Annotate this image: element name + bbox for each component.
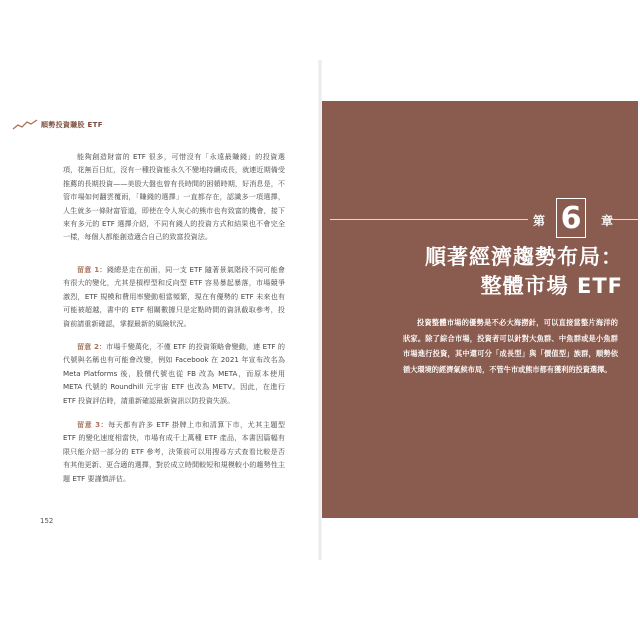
chapter-label-before: 第: [533, 214, 546, 228]
note-label: 留意 2：: [77, 342, 107, 351]
chapter-intro: [403, 315, 618, 377]
running-head-text: 順勢投資賺股 ETF: [41, 121, 103, 129]
chapter-panel: [322, 101, 638, 518]
note-3: [63, 418, 285, 485]
chapter-label-after: 章: [601, 214, 614, 228]
intro-paragraph: [63, 150, 285, 244]
paragraph-text: 能夠創造財富的 ETF 很多，可惜沒有「永遠最賺錢」的投資選項，花無百日紅，沒有一種投資能永久不變地持續成長，就連近期備受推薦的長期投資——美股大盤也曾有長時間的困頓時期，好消息是，不管市場如何翻雲覆雨，「賺錢的選擇」一直都存在，認識多一項選擇，人生就多一條財富管道，即使在令人灰心的熊市也有致富的機會，接下來有多元的 ETF 選擇介紹，不同有錢人的投資方式和結果也不會完全一樣，每個人都能創造適合自己的致富投資法。: [63, 152, 285, 242]
chapter-title-line2: 整體市場 ETF: [480, 274, 623, 298]
trend-line-icon: [12, 119, 38, 131]
note-text: 每天都有許多 ETF 掛牌上市和清算下市，尤其主題型 ETF 的變化速度相當快，市場有成千上萬種 ETF 產品，本書因篇幅有限只能介紹一部分的 ETF 參考，決策前可以用搜尋方式查看比較是否有其他更新、更合適的選擇，對於成立時間較短和規模較小的趨勢性主題 ETF 要謹慎評估。: [63, 420, 286, 483]
chapter-rule-right: [610, 219, 638, 220]
chapter-intro-text: 投資整體市場的優勢是不必大海撈針，可以直接當整片海洋的狀家。除了綜合市場，投資者可以針對大魚群、中魚群或是小魚群市場進行投資，其中還可分「成長型」與「價值型」族群，順勢依循大環境的經濟氣候布局，不管牛市或熊市都有獲利的投資選擇。: [403, 318, 618, 374]
note-1: [63, 263, 285, 330]
note-2: [63, 340, 285, 407]
note-label: 留意 3：: [77, 420, 109, 429]
running-head: [12, 118, 103, 132]
chapter-rule-left: [330, 219, 528, 220]
note-text: 市場千變萬化，不僅 ETF 的投資策略會變動，連 ETF 的代號與名稱也有可能會改變，例如 Facebook 在 2021 年宣布改名為 Meta Platforms 後，股價代號也從 FB 改為 META，而原本使用 META 代號的 Roundhill 元宇宙 ETF 也改為 METV。因此，在進行 ETF 投資評估時，請重新確認最新資訊以防投資失誤。: [63, 342, 285, 405]
note-label: 留意 1：: [77, 265, 107, 274]
chapter-title-line1: 順著經濟趨勢布局：: [425, 245, 623, 269]
note-text: 錢總是走在前面，同一支 ETF 隨著景氣階段不同可能會有很大的變化，尤其是槓桿型和反向型 ETF 容易暴起暴落，市場競爭激烈，ETF 規模和費用率變動相當頻繁，現在有優勢的 ETF 未來也有可能被超越，書中的 ETF 相關數據只是定點時間的資訊截取參考，投資前請重新確認，掌握最新的風險狀況。: [63, 265, 286, 328]
chapter-number: 6: [556, 198, 586, 238]
page-number: 152: [40, 517, 54, 525]
